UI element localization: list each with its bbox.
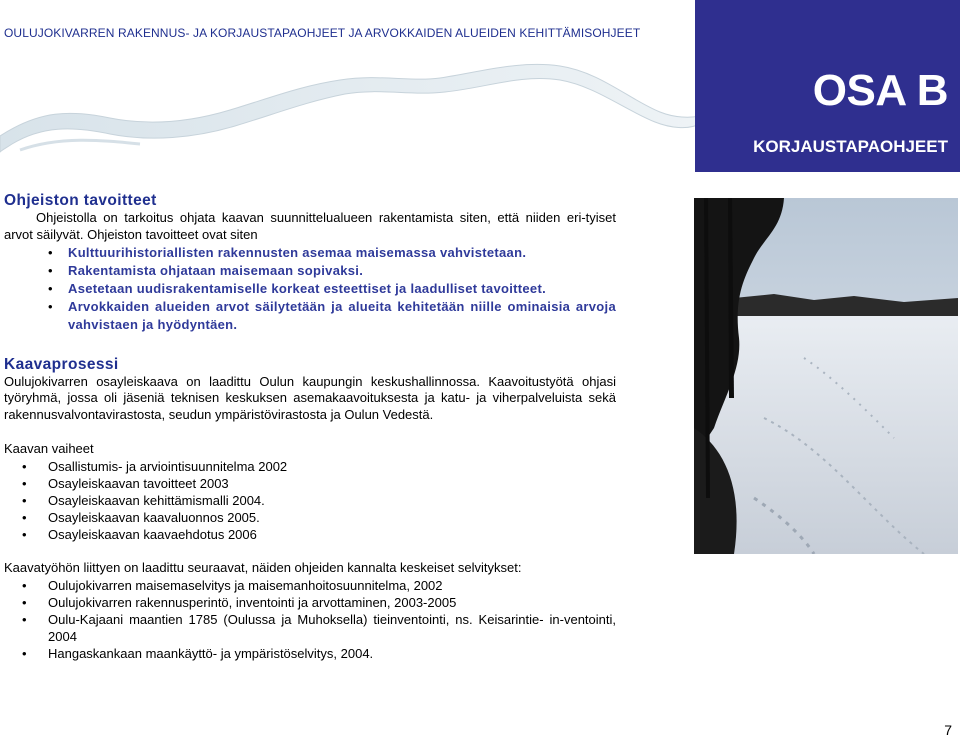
bullet-icon: • — [22, 509, 27, 525]
list-item: • Osallistumis- ja arviointisuunnitelma 2002 — [22, 458, 288, 474]
page-number: 7 — [944, 722, 952, 738]
bullet-icon: • — [22, 577, 27, 593]
list-item: • Osayleiskaavan kaavaluonnos 2005. — [22, 509, 260, 525]
bullet-icon: • — [22, 458, 27, 474]
goals-intro: Ohjeistolla on tarkoitus ohjata kaavan suunnittelualueen rakentamista siten, että niiden eri-tyiset arvot säilyvät. Ohjeiston tavoitteet ovat siten — [4, 210, 616, 242]
list-item: • Osayleiskaavan tavoitteet 2003 — [22, 475, 229, 491]
section-subtitle: KORJAUSTAPAOHJEET — [753, 137, 948, 156]
list-item: • Hangaskankaan maankäyttö- ja ympäristöselvitys, 2004. — [22, 645, 374, 661]
bullet-icon: • — [48, 244, 53, 260]
list-item: • Kulttuurihistoriallisten rakennusten asemaa maisemassa vahvistetaan. — [48, 244, 527, 260]
section-banner — [695, 0, 960, 172]
winter-landscape-photo — [694, 198, 958, 554]
bullet-icon: • — [48, 280, 53, 296]
main-column — [4, 192, 616, 662]
bullet-icon: • — [48, 298, 53, 314]
running-header: OULUJOKIVARREN RAKENNUS- JA KORJAUSTAPAOHJEET JA ARVOKKAIDEN ALUEIDEN KEHITTÄMISOHJEET — [4, 26, 641, 40]
studies-list — [4, 577, 616, 662]
bullet-icon: • — [22, 611, 27, 627]
bullet-icon: • — [22, 645, 27, 661]
river-illustration — [0, 40, 700, 170]
bullet-icon: • — [22, 526, 27, 542]
goals-list — [4, 244, 616, 334]
list-item: • Oulu-Kajaani maantien 1785 (Oulussa ja Muhoksella) tieinventointi, ns. Keisarintie- in-ventointi, 2004 — [22, 611, 616, 644]
list-item: • Oulujokivarren maisemaselvitys ja maisemanhoitosuunnitelma, 2002 — [22, 577, 443, 593]
list-item: • Rakentamista ohjataan maisemaan sopivaksi. — [48, 262, 364, 278]
bullet-icon: • — [48, 262, 53, 278]
bullet-icon: • — [22, 492, 27, 508]
process-text: Oulujokivarren osayleiskaava on laadittu Oulun kaupungin keskushallinnossa. Kaavoitustyötä ohjasi työryhmä, jossa oli jäseniä teknisen keskuksen asemakaavoituksesta ja katu- ja viherpalveluista sekä rakennusvalvontavirastosta, seudun ympäristövirastosta ja Oulun Vedestä. — [4, 373, 616, 423]
list-item: • Osayleiskaavan kehittämismalli 2004. — [22, 492, 265, 508]
studies-label: Kaavatyöhön liittyen on laadittu seuraavat, näiden ohjeiden kannalta keskeiset selvitykset: — [4, 559, 522, 575]
section-title: OSA B — [812, 66, 948, 115]
list-item: • Arvokkaiden alueiden arvot säilytetään ja alueita kehitetään niille ominaisia arvoja vahvistaen ja hyödyntäen. — [48, 298, 616, 332]
process-heading: Kaavaprosessi — [4, 355, 119, 373]
goals-heading: Ohjeiston tavoitteet — [4, 192, 157, 209]
list-item: • Asetetaan uudisrakentamiselle korkeat esteettiset ja laadulliset tavoitteet. — [48, 280, 546, 296]
bullet-icon: • — [22, 475, 27, 491]
list-item: • Oulujokivarren rakennusperintö, inventointi ja arvottaminen, 2003-2005 — [22, 594, 457, 610]
stages-list — [4, 458, 616, 543]
stages-label: Kaavan vaiheet — [4, 440, 94, 456]
bullet-icon: • — [22, 594, 27, 610]
list-item: • Osayleiskaavan kaavaehdotus 2006 — [22, 526, 257, 542]
